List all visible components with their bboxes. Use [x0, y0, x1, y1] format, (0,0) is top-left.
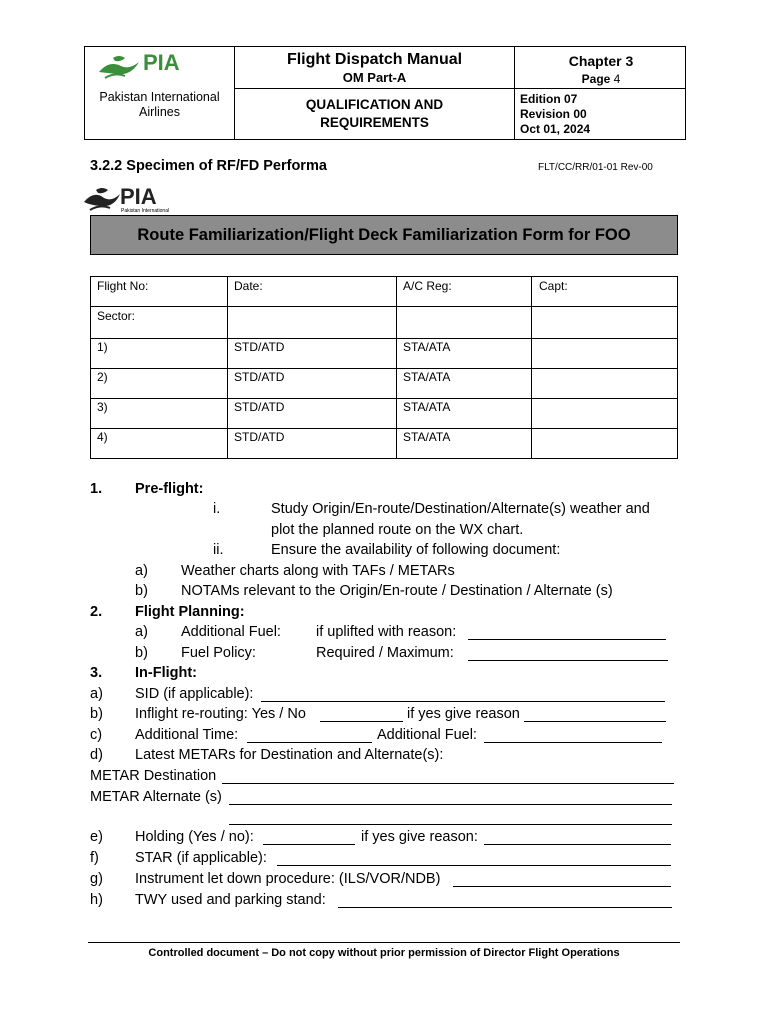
- footer-divider: [88, 942, 680, 943]
- inflight-additional-fuel-label: Additional Fuel:: [377, 727, 477, 743]
- sta-ata-label: STA/ATA: [403, 370, 451, 384]
- section-title-line2: REQUIREMENTS: [320, 115, 429, 130]
- std-atd-label: STD/ATD: [234, 400, 285, 414]
- org-name-line2: Airlines: [139, 105, 180, 119]
- rerouting-label: Inflight re-routing: Yes / No: [135, 706, 306, 722]
- edition-date: Oct 01, 2024: [520, 122, 591, 136]
- inflight-f-num: f): [90, 850, 99, 866]
- letdown-procedure-field[interactable]: [453, 886, 671, 887]
- rerouting-field[interactable]: [320, 721, 403, 722]
- inflight-b-num: b): [90, 706, 103, 722]
- metar-alternate-field[interactable]: [229, 804, 672, 805]
- preflight-ii-num: ii.: [213, 542, 224, 558]
- header-logo-cell: [85, 47, 234, 140]
- planning-a-num: a): [135, 624, 148, 640]
- sta-ata-label: STA/ATA: [403, 400, 451, 414]
- star-label: STAR (if applicable):: [135, 850, 267, 866]
- additional-time-field[interactable]: [247, 742, 372, 743]
- document-header: [84, 46, 686, 140]
- inflight-num: 3.: [90, 665, 103, 681]
- sta-ata-label: STA/ATA: [403, 340, 451, 354]
- page-label: Page: [581, 72, 611, 86]
- planning-num: 2.: [90, 604, 103, 620]
- sector-row-num: 2): [97, 370, 108, 384]
- captain-label: Capt:: [539, 279, 568, 293]
- additional-fuel-label: Additional Fuel:: [181, 624, 281, 640]
- preflight-b-num: b): [135, 583, 148, 599]
- sid-field[interactable]: [261, 701, 665, 702]
- date-label: Date:: [234, 279, 263, 293]
- metar-alternate-field-2[interactable]: [229, 824, 672, 825]
- fuel-policy-field[interactable]: [468, 660, 668, 661]
- holding-reason-label: if yes give reason:: [361, 829, 478, 845]
- holding-label: Holding (Yes / no):: [135, 829, 254, 845]
- metar-destination-label: METAR Destination: [90, 768, 217, 784]
- ac-reg-label: A/C Reg:: [403, 279, 452, 293]
- flight-details-table: [90, 276, 678, 459]
- section-heading: 3.2.2 Specimen of RF/FD Performa: [90, 158, 327, 174]
- rerouting-reason-label: if yes give reason: [407, 706, 520, 722]
- fuel-policy-label: Fuel Policy:: [181, 645, 256, 661]
- edition-label: Edition 07: [520, 92, 578, 106]
- form-pia-logo-icon: [82, 186, 122, 214]
- inflight-a-num: a): [90, 686, 103, 702]
- uplifted-reason-label: if uplifted with reason:: [316, 624, 457, 640]
- std-atd-label: STD/ATD: [234, 340, 285, 354]
- preflight-a-num: a): [135, 563, 148, 579]
- preflight-i-text1: Study Origin/En-route/Destination/Alternate(s) weather and: [271, 501, 650, 517]
- page-number: 4: [613, 72, 621, 86]
- holding-reason-field[interactable]: [484, 844, 671, 845]
- page-indicator: [515, 72, 687, 86]
- manual-title: Flight Dispatch Manual: [286, 51, 463, 68]
- metar-destination-field[interactable]: [222, 783, 674, 784]
- preflight-i-num: i.: [213, 501, 221, 517]
- additional-time-label: Additional Time:: [135, 727, 239, 743]
- revision-label: Revision 00: [520, 107, 587, 121]
- section-title-line1: QUALIFICATION AND: [305, 97, 444, 112]
- star-field[interactable]: [277, 865, 671, 866]
- sector-row-num: 4): [97, 430, 108, 444]
- preflight-title: Pre-flight:: [135, 481, 204, 497]
- letdown-procedure-label: Instrument let down procedure: (ILS/VOR/NDB): [135, 871, 441, 887]
- planning-title: Flight Planning:: [135, 604, 245, 620]
- sid-label: SID (if applicable):: [135, 686, 254, 702]
- footer-notice: Controlled document – Do not copy without prior permission of Director Flight Operations: [148, 947, 620, 959]
- sector-label: Sector:: [97, 309, 136, 323]
- rerouting-reason-field[interactable]: [524, 721, 666, 722]
- std-atd-label: STD/ATD: [234, 370, 285, 384]
- chapter-label: Chapter 3: [568, 53, 634, 69]
- latest-metars-label: Latest METARs for Destination and Alternate(s):: [135, 747, 444, 763]
- metar-alternate-label: METAR Alternate (s): [90, 789, 222, 805]
- twy-parking-label: TWY used and parking stand:: [135, 892, 326, 908]
- inflight-additional-fuel-field[interactable]: [484, 742, 662, 743]
- preflight-num: 1.: [90, 481, 103, 497]
- twy-parking-field[interactable]: [338, 907, 672, 908]
- inflight-c-num: c): [90, 727, 103, 743]
- required-maximum-label: Required / Maximum:: [316, 645, 454, 661]
- flight-no-label: Flight No:: [97, 279, 149, 293]
- sector-row-num: 1): [97, 340, 108, 354]
- std-atd-label: STD/ATD: [234, 430, 285, 444]
- inflight-g-num: g): [90, 871, 103, 887]
- preflight-i-text2: plot the planned route on the WX chart.: [271, 522, 524, 538]
- pia-crane-logo-icon: [95, 52, 143, 82]
- inflight-d-num: d): [90, 747, 103, 763]
- preflight-ii-text: Ensure the availability of following document:: [271, 542, 561, 558]
- holding-field[interactable]: [263, 844, 355, 845]
- inflight-title: In-Flight:: [135, 665, 198, 681]
- sta-ata-label: STA/ATA: [403, 430, 451, 444]
- inflight-e-num: e): [90, 829, 103, 845]
- manual-part: OM Part-A: [342, 70, 407, 85]
- form-logo-subtext: Pakistan International: [121, 208, 170, 214]
- header-logo-text: PIA: [143, 50, 180, 75]
- form-code: FLT/CC/RR/01-01 Rev-00: [538, 162, 653, 173]
- uplifted-reason-field[interactable]: [468, 639, 666, 640]
- planning-b-num: b): [135, 645, 148, 661]
- inflight-h-num: h): [90, 892, 103, 908]
- form-logo-text: PIA: [120, 184, 157, 209]
- preflight-b-text: NOTAMs relevant to the Origin/En-route / Destination / Alternate (s): [181, 583, 613, 599]
- preflight-a-text: Weather charts along with TAFs / METARs: [181, 563, 455, 579]
- form-title: Route Familiarization/Flight Deck Familiarization Form for FOO: [90, 215, 678, 255]
- org-name-line1: Pakistan International: [99, 90, 220, 104]
- sector-row-num: 3): [97, 400, 108, 414]
